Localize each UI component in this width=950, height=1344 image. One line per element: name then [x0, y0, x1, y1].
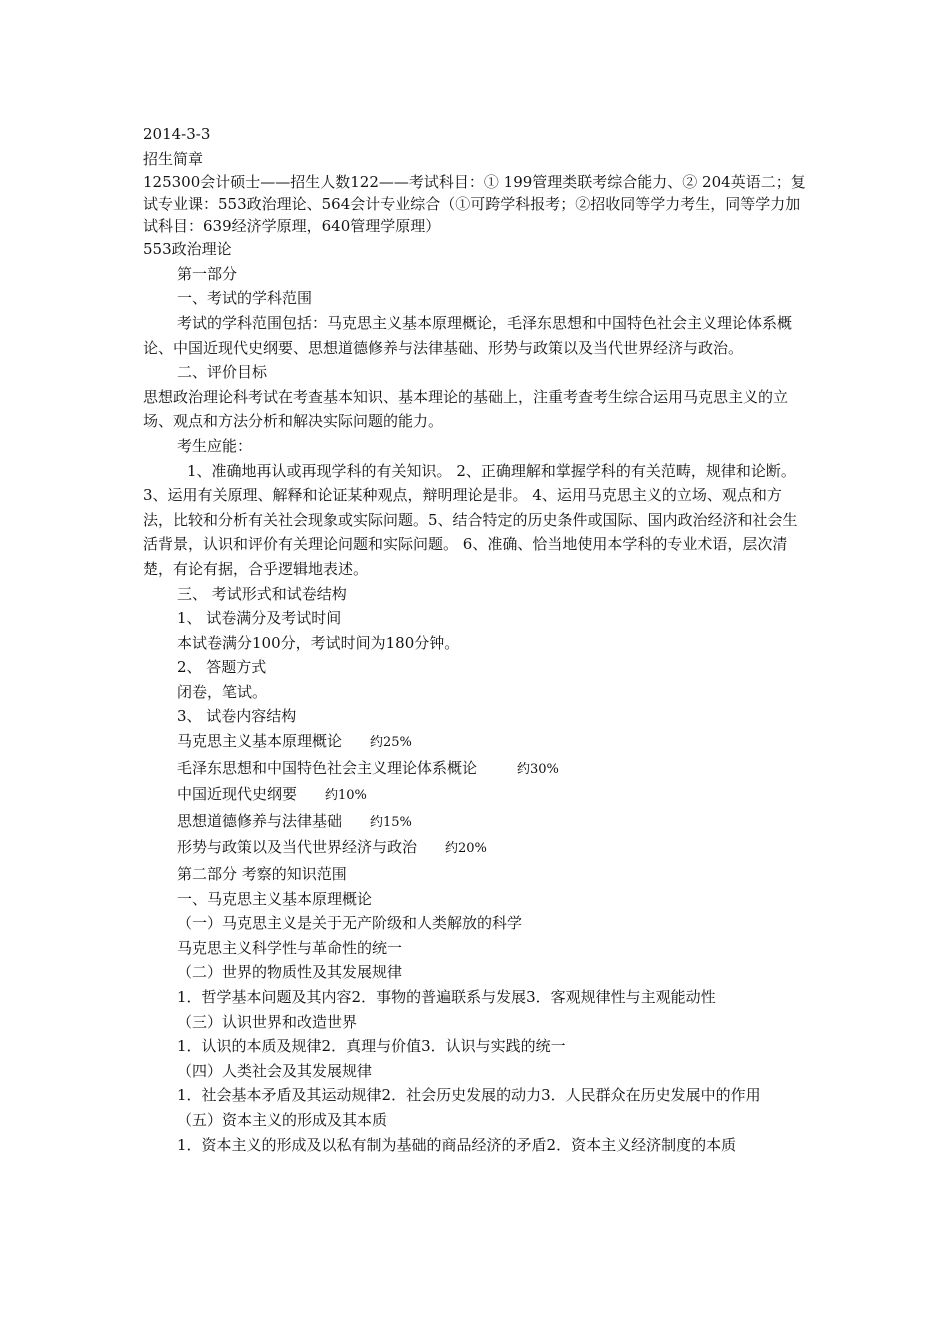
format-score-body: 本试卷满分100分，考试时间为180分钟。	[177, 633, 460, 652]
structure-item	[177, 756, 810, 783]
section-scope-title: 一、考试的学科范围	[177, 289, 313, 308]
topic-3-body: 1．认识的本质及规律2．真理与价值3．认识与实践的统一	[177, 1037, 566, 1056]
section-goals-title: 二、评价目标	[177, 363, 268, 382]
structure-item-pct: 约25%	[370, 735, 412, 751]
section-goals-body: 思想政治理论科考试在考查基本知识、基本理论的基础上，注重考查考生综合运用马克思主义的立场、观点和方法分析和解决实际问题的能力。	[143, 387, 789, 431]
subject-title: 553政治理论	[143, 240, 232, 259]
structure-item	[177, 729, 810, 756]
section-format-title: 三、 考试形式和试卷结构	[177, 584, 347, 603]
topic-4-body: 1．社会基本矛盾及其运动规律2．社会历史发展的动力3．人民群众在历史发展中的作用	[177, 1086, 761, 1105]
topic-2-title: （二）世界的物质性及其发展规律	[177, 963, 403, 982]
topic-5-title: （五）资本主义的形成及其本质	[177, 1110, 388, 1129]
structure-item	[177, 782, 810, 809]
topic-4-title: （四）人类社会及其发展规律	[177, 1061, 373, 1080]
topic-5-body: 1．资本主义的形成及以私有制为基础的商品经济的矛盾2．资本主义经济制度的本质	[177, 1135, 737, 1154]
structure-list	[143, 729, 810, 862]
abilities-body: 1、准确地再认或再现学科的有关知识。 2、正确理解和掌握学科的有关范畴，规律和论断。3、运用有关原理、解释和论证某种观点，辩明理论是非。 4、运用马克思主义的立场、观点和方法，比较和分析有关社会现象或实际问题。5、结合特定的历史条件或国际、国内政治经济和社会生活背景，认识和评价有关理论问题和实际问题。 6、准确、恰当地使用本学科的专业术语，层次清楚，有论有据，合乎逻辑地表述。	[143, 461, 798, 578]
document-page	[143, 122, 810, 1157]
structure-item-name: 马克思主义基本原理概论	[177, 732, 343, 751]
structure-item-pct: 约15%	[370, 814, 412, 830]
part-two-heading: 第二部分 考察的知识范围	[177, 865, 347, 884]
format-score-title: 1、 试卷满分及考试时间	[177, 609, 342, 628]
structure-item-name: 形势与政策以及当代世界经济与政治	[177, 838, 418, 857]
structure-item-name: 中国近现代史纲要	[177, 785, 298, 804]
section-scope-body: 考试的学科范围包括：马克思主义基本原理概论，毛泽东思想和中国特色社会主义理论体系概论、中国近现代史纲要、思想道德修养与法律基础、形势与政策以及当代世界经济与政治。	[143, 313, 793, 357]
format-method-body: 闭卷，笔试。	[177, 682, 268, 701]
part-two-section-title: 一、马克思主义基本原理概论	[177, 889, 373, 908]
format-structure-title: 3、 试卷内容结构	[177, 707, 297, 726]
structure-item-name: 思想道德修养与法律基础	[177, 811, 343, 830]
structure-item-pct: 约20%	[445, 841, 487, 857]
format-method-title: 2、 答题方式	[177, 658, 267, 677]
topic-2-body: 1．哲学基本问题及其内容2．事物的普遍联系与发展3．客观规律性与主观能动性	[177, 988, 716, 1006]
structure-item-name: 毛泽东思想和中国特色社会主义理论体系概论	[177, 758, 478, 777]
document-date: 2014-3-3	[143, 125, 211, 143]
topic-3-title: （三）认识世界和改造世界	[177, 1012, 358, 1031]
part-one-heading: 第一部分	[177, 264, 238, 283]
structure-item-pct: 约30%	[517, 761, 559, 777]
topic-1-title: （一）马克思主义是关于无产阶级和人类解放的科学	[177, 914, 523, 933]
admission-intro: 125300会计硕士——招生人数122——考试科目：① 199管理类联考综合能力、② 204英语二；复试专业课：553政治理论、564会计专业综合（①可跨学科报考；②招收同等学力考生，同等学力加试科目：639经济学原理，640管理学原理）	[143, 173, 806, 236]
abilities-label: 考生应能：	[177, 436, 253, 455]
structure-item	[177, 809, 810, 836]
structure-item	[177, 835, 810, 862]
topic-1-body: 马克思主义科学性与革命性的统一	[177, 938, 403, 957]
document-heading: 招生简章	[143, 149, 204, 168]
structure-item-pct: 约10%	[325, 788, 367, 804]
